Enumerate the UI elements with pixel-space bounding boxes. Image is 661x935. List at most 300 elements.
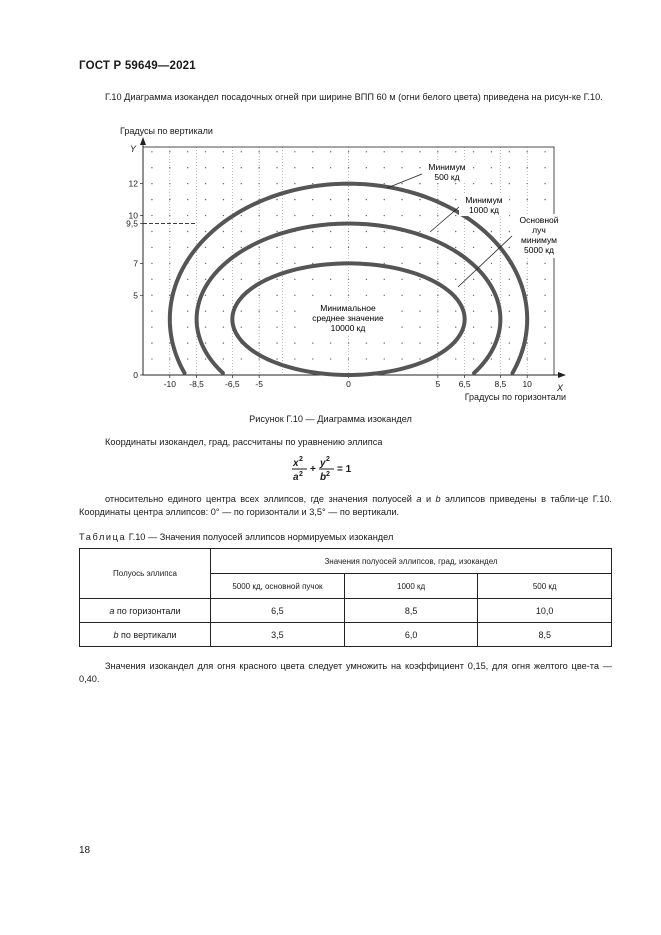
- grid-dot: [384, 167, 385, 168]
- grid-dot: [169, 263, 170, 264]
- grid-dot: [187, 279, 188, 280]
- formula-x: x: [293, 458, 299, 469]
- grid-dot: [258, 263, 259, 264]
- grid-dot: [187, 326, 188, 327]
- grid-dot: [544, 342, 545, 343]
- grid-dot: [473, 167, 474, 168]
- grid-dot: [401, 311, 402, 312]
- grid-dot: [419, 247, 420, 248]
- grid-dot: [455, 215, 456, 216]
- grid-dot: [401, 326, 402, 327]
- grid-dot: [223, 215, 224, 216]
- grid-dot: [294, 199, 295, 200]
- grid-dot: [258, 311, 259, 312]
- grid-dot: [384, 342, 385, 343]
- y-tick-label: 10: [128, 210, 138, 221]
- grid-dot: [205, 199, 206, 200]
- grid-dot: [455, 247, 456, 248]
- x-axis-letter: X: [557, 383, 564, 393]
- grid-dot: [384, 215, 385, 216]
- y-axis-letter: Y: [130, 144, 137, 154]
- grid-dot: [205, 167, 206, 168]
- grid-dot: [276, 279, 277, 280]
- grid-dot: [544, 263, 545, 264]
- table-row: [80, 623, 612, 647]
- grid-dot: [526, 358, 527, 359]
- grid-dot: [187, 231, 188, 232]
- grid-dot: [241, 326, 242, 327]
- label-500: [422, 161, 472, 183]
- grid-dot: [366, 279, 367, 280]
- subheader-500: 500 кд: [478, 574, 612, 599]
- grid-dot: [437, 358, 438, 359]
- grid-dot: [455, 183, 456, 184]
- grid-dot: [419, 183, 420, 184]
- grid-dot: [419, 279, 420, 280]
- grid-dot: [509, 151, 510, 152]
- grid-dot: [330, 247, 331, 248]
- grid-dot: [491, 151, 492, 152]
- formula-y: y: [320, 458, 326, 469]
- grid-dot: [312, 183, 313, 184]
- page-number: 18: [79, 845, 91, 856]
- table-cell: 10,0: [478, 599, 612, 623]
- grid-dot: [455, 279, 456, 280]
- grid-dot: [348, 151, 349, 152]
- figure-caption: Рисунок Г.10 — Диаграмма изокандел: [249, 414, 412, 424]
- grid-dot: [294, 342, 295, 343]
- grid-dot: [241, 279, 242, 280]
- grid-dot: [312, 295, 313, 296]
- x-tick-label: 6,5: [458, 379, 471, 389]
- grid-dot: [509, 247, 510, 248]
- grid-dot: [294, 311, 295, 312]
- grid-dot: [419, 263, 420, 264]
- grid-dot: [312, 342, 313, 343]
- grid-dot: [366, 295, 367, 296]
- grid-dot: [223, 151, 224, 152]
- grid-dot: [312, 263, 313, 264]
- grid-dot: [366, 247, 367, 248]
- table-caption: Таблица Г.10 — Значения полуосей эллипсов нормируемых изокандел: [79, 532, 394, 542]
- grid-dot: [401, 263, 402, 264]
- grid-dot: [151, 151, 152, 152]
- grid-dot: [294, 167, 295, 168]
- grid-dot: [473, 326, 474, 327]
- grid-dot: [151, 295, 152, 296]
- svg-text:10000 кд: 10000 кд: [330, 323, 366, 333]
- table-row: [80, 599, 612, 623]
- grid-dot: [509, 311, 510, 312]
- grid-dot: [312, 279, 313, 280]
- grid-dot: [276, 215, 277, 216]
- grid-dot: [258, 151, 259, 152]
- grid-dot: [419, 151, 420, 152]
- grid-dot: [223, 295, 224, 296]
- note-paragraph: Значения изокандел для огня красного цвета следует умножить на коэффициент 0,15, для огня желтого цве-та — 0,40.: [79, 661, 612, 684]
- grid-dot: [151, 279, 152, 280]
- grid-dot: [366, 231, 367, 232]
- svg-text:5000 кд: 5000 кд: [524, 245, 554, 255]
- group-header: Значения полуосей эллипсов, град, изокандел: [211, 549, 612, 574]
- grid-dot: [437, 263, 438, 264]
- grid-dot: [491, 231, 492, 232]
- grid-dot: [544, 151, 545, 152]
- grid-dot: [294, 263, 295, 264]
- grid-dot: [401, 151, 402, 152]
- grid-dot: [401, 247, 402, 248]
- grid-dot: [276, 151, 277, 152]
- formula-plus: +: [310, 464, 316, 475]
- grid-dot: [419, 342, 420, 343]
- svg-text:среднее значение: среднее значение: [312, 313, 384, 323]
- grid-dot: [276, 358, 277, 359]
- grid-dot: [366, 215, 367, 216]
- col-axis-header: Полуось эллипса: [80, 549, 211, 599]
- grid-dot: [419, 167, 420, 168]
- grid-dot: [544, 183, 545, 184]
- grid-dot: [241, 167, 242, 168]
- grid-dot: [384, 199, 385, 200]
- grid-dot: [526, 151, 527, 152]
- x-tick-label: 5: [435, 379, 441, 389]
- grid-dot: [401, 279, 402, 280]
- grid-dot: [384, 279, 385, 280]
- formula-x-pow: 2: [299, 456, 303, 463]
- x-tick-label: 10: [522, 379, 532, 389]
- y-tick-label: 7: [133, 258, 138, 269]
- grid-dot: [544, 199, 545, 200]
- grid-dot: [366, 358, 367, 359]
- table-cell: 3,5: [211, 623, 345, 647]
- grid-dot: [312, 231, 313, 232]
- grid-dot: [491, 263, 492, 264]
- grid-dot: [187, 295, 188, 296]
- grid-dot: [312, 199, 313, 200]
- grid-dot: [544, 167, 545, 168]
- grid-dot: [276, 231, 277, 232]
- grid-dot: [384, 358, 385, 359]
- grid-dot: [187, 183, 188, 184]
- grid-dot: [205, 247, 206, 248]
- formula-b-pow: 2: [326, 471, 330, 478]
- grid-dot: [169, 199, 170, 200]
- grid-dot: [205, 358, 206, 359]
- grid-dot: [544, 295, 545, 296]
- grid-dot: [223, 167, 224, 168]
- grid-dot: [151, 311, 152, 312]
- subheader-1000: 1000 кд: [344, 574, 478, 599]
- grid-dot: [544, 279, 545, 280]
- grid-dot: [151, 342, 152, 343]
- grid-dot: [384, 231, 385, 232]
- chart-grid: [151, 147, 546, 375]
- grid-dot: [384, 295, 385, 296]
- grid-dot: [419, 326, 420, 327]
- grid-dot: [419, 215, 420, 216]
- grid-dot: [473, 151, 474, 152]
- grid-dot: [241, 358, 242, 359]
- grid-dot: [473, 311, 474, 312]
- grid-dot: [330, 342, 331, 343]
- grid-dot: [330, 358, 331, 359]
- row-label: a по горизонтали: [80, 599, 211, 623]
- grid-dot: [491, 279, 492, 280]
- grid-dot: [294, 183, 295, 184]
- grid-dot: [276, 311, 277, 312]
- grid-dot: [169, 358, 170, 359]
- grid-dot: [276, 326, 277, 327]
- grid-dot: [491, 167, 492, 168]
- grid-dot: [491, 326, 492, 327]
- x-tick-label: 0: [346, 379, 351, 389]
- grid-dot: [401, 342, 402, 343]
- grid-dot: [330, 279, 331, 280]
- grid-dot: [205, 231, 206, 232]
- grid-dot: [151, 358, 152, 359]
- svg-text:Минимум: Минимум: [428, 162, 466, 172]
- explanation-paragraph: относительно единого центра всех эллипсов, где значения полуосей a и b эллипсов приведены в табли-це Г.10. Координаты центра эллипсов: 0° — по горизонтали и 3,5° — по вертикали.: [79, 494, 612, 517]
- grid-dot: [223, 342, 224, 343]
- grid-dot: [366, 167, 367, 168]
- grid-dot: [205, 295, 206, 296]
- grid-dot: [419, 358, 420, 359]
- label-main-beam: [512, 214, 566, 258]
- grid-dot: [455, 199, 456, 200]
- grid-dot: [419, 199, 420, 200]
- grid-dot: [384, 183, 385, 184]
- grid-dot: [491, 183, 492, 184]
- grid-dot: [544, 358, 545, 359]
- grid-dot: [401, 358, 402, 359]
- grid-dot: [151, 263, 152, 264]
- grid-dot: [223, 231, 224, 232]
- svg-text:Основной: Основной: [519, 215, 559, 225]
- grid-dot: [187, 247, 188, 248]
- table-cell: 8,5: [344, 599, 478, 623]
- grid-dot: [223, 247, 224, 248]
- grid-dot: [312, 167, 313, 168]
- table-cell: 6,0: [344, 623, 478, 647]
- grid-dot: [276, 247, 277, 248]
- grid-dot: [205, 326, 206, 327]
- ellipse-formula: [290, 452, 370, 486]
- grid-dot: [437, 311, 438, 312]
- grid-dot: [151, 215, 152, 216]
- grid-dot: [509, 358, 510, 359]
- grid-dot: [509, 279, 510, 280]
- y-tick-label: 12: [128, 178, 138, 189]
- svg-text:500 кд: 500 кд: [434, 172, 460, 182]
- grid-dot: [473, 295, 474, 296]
- grid-dot: [437, 151, 438, 152]
- row-label: b по вертикали: [80, 623, 211, 647]
- grid-dot: [223, 311, 224, 312]
- grid-dot: [401, 199, 402, 200]
- grid-dot: [294, 279, 295, 280]
- grid-dot: [241, 231, 242, 232]
- grid-dot: [455, 311, 456, 312]
- grid-dot: [276, 263, 277, 264]
- grid-dot: [312, 215, 313, 216]
- grid-dot: [491, 311, 492, 312]
- grid-dot: [205, 263, 206, 264]
- grid-dot: [455, 358, 456, 359]
- grid-dot: [509, 342, 510, 343]
- svg-text:1000 кд: 1000 кд: [469, 205, 499, 215]
- intro-paragraph: Г.10 Диаграмма изокандел посадочных огней при ширине ВПП 60 м (огни белого цвета) приведена на рисун-ке Г.10.: [105, 92, 603, 102]
- grid-dot: [151, 231, 152, 232]
- grid-dot: [473, 279, 474, 280]
- grid-dot: [276, 295, 277, 296]
- grid-dot: [241, 215, 242, 216]
- grid-dot: [366, 342, 367, 343]
- grid-dot: [330, 295, 331, 296]
- grid-dot: [401, 167, 402, 168]
- x-axis-label: Градусы по горизонтали: [464, 392, 566, 402]
- grid-dot: [241, 247, 242, 248]
- grid-dot: [223, 326, 224, 327]
- grid-dot: [187, 167, 188, 168]
- grid-dot: [384, 263, 385, 264]
- grid-dot: [526, 263, 527, 264]
- grid-dot: [294, 326, 295, 327]
- grid-dot: [455, 231, 456, 232]
- grid-dot: [294, 215, 295, 216]
- grid-dot: [366, 199, 367, 200]
- leader-1000: [430, 207, 459, 232]
- grid-dot: [509, 183, 510, 184]
- table-cell: 6,5: [211, 599, 345, 623]
- grid-dot: [330, 151, 331, 152]
- grid-dot: [491, 247, 492, 248]
- svg-text:луч: луч: [532, 225, 546, 235]
- grid-dot: [401, 215, 402, 216]
- grid-dot: [241, 311, 242, 312]
- grid-dot: [169, 151, 170, 152]
- grid-dot: [151, 199, 152, 200]
- grid-dot: [366, 151, 367, 152]
- formula-a: a: [293, 472, 299, 483]
- grid-dot: [491, 358, 492, 359]
- grid-dot: [276, 342, 277, 343]
- grid-dot: [205, 151, 206, 152]
- grid-dot: [276, 183, 277, 184]
- grid-dot: [348, 358, 349, 359]
- svg-text:Минимальное: Минимальное: [320, 303, 376, 313]
- svg-text:Минимум: Минимум: [465, 195, 503, 205]
- svg-text:минимум: минимум: [521, 235, 557, 245]
- formula-a-pow: 2: [299, 471, 303, 478]
- grid-dot: [223, 358, 224, 359]
- grid-dot: [205, 279, 206, 280]
- y-tick-label: 9,5: [126, 218, 138, 229]
- label-average: [305, 302, 391, 334]
- grid-dot: [205, 342, 206, 343]
- grid-dot: [491, 295, 492, 296]
- grid-dot: [205, 215, 206, 216]
- x-tick-label: -6,5: [225, 379, 240, 389]
- grid-dot: [312, 358, 313, 359]
- grid-dot: [312, 151, 313, 152]
- grid-dot: [330, 231, 331, 232]
- grid-dot: [473, 342, 474, 343]
- grid-dot: [509, 326, 510, 327]
- grid-dot: [455, 326, 456, 327]
- grid-dot: [294, 358, 295, 359]
- grid-dot: [491, 342, 492, 343]
- grid-dot: [473, 247, 474, 248]
- grid-dot: [205, 311, 206, 312]
- grid-dot: [419, 311, 420, 312]
- grid-dot: [509, 167, 510, 168]
- grid-dot: [294, 247, 295, 248]
- grid-dot: [223, 279, 224, 280]
- grid-dot: [276, 167, 277, 168]
- grid-dot: [419, 295, 420, 296]
- grid-dot: [187, 311, 188, 312]
- grid-dot: [151, 247, 152, 248]
- grid-dot: [241, 151, 242, 152]
- document-header: ГОСТ Р 59649—2021: [79, 60, 196, 72]
- label-1000: [459, 194, 509, 216]
- x-tick-label: -5: [255, 379, 263, 389]
- grid-dot: [509, 295, 510, 296]
- grid-dot: [401, 295, 402, 296]
- x-tick-label: -10: [163, 379, 176, 389]
- grid-dot: [294, 151, 295, 152]
- grid-dot: [187, 358, 188, 359]
- grid-dot: [258, 358, 259, 359]
- grid-dot: [384, 247, 385, 248]
- formula-y-pow: 2: [326, 456, 330, 463]
- subheader-5000: 5000 кд, основной пучок: [211, 574, 345, 599]
- y-tick-label: 5: [133, 290, 138, 301]
- y-axis-arrow: [140, 137, 146, 145]
- grid-dot: [276, 199, 277, 200]
- grid-dot: [473, 231, 474, 232]
- y-axis-label: Градусы по вертикали: [120, 126, 213, 136]
- grid-dot: [151, 183, 152, 184]
- grid-dot: [330, 215, 331, 216]
- x-tick-label: 8,5: [494, 379, 507, 389]
- leader-500: [387, 174, 422, 188]
- grid-dot: [151, 326, 152, 327]
- grid-dot: [544, 311, 545, 312]
- grid-dot: [223, 199, 224, 200]
- grid-dot: [312, 247, 313, 248]
- x-axis-arrow: [558, 372, 566, 378]
- grid-dot: [205, 183, 206, 184]
- grid-dot: [187, 199, 188, 200]
- grid-dot: [473, 358, 474, 359]
- grid-dot: [544, 326, 545, 327]
- grid-dot: [348, 199, 349, 200]
- grid-dot: [294, 295, 295, 296]
- grid-dot: [384, 151, 385, 152]
- grid-dot: [401, 183, 402, 184]
- grid-dot: [419, 231, 420, 232]
- table-cell: 8,5: [478, 623, 612, 647]
- coords-paragraph: Координаты изокандел, град, рассчитаны по уравнению эллипса: [105, 437, 383, 447]
- semi-axes-table: [79, 548, 612, 647]
- x-tick-label: -8,5: [189, 379, 204, 389]
- grid-dot: [241, 263, 242, 264]
- grid-dot: [187, 342, 188, 343]
- grid-dot: [473, 183, 474, 184]
- formula-eq: = 1: [337, 464, 352, 475]
- grid-dot: [187, 151, 188, 152]
